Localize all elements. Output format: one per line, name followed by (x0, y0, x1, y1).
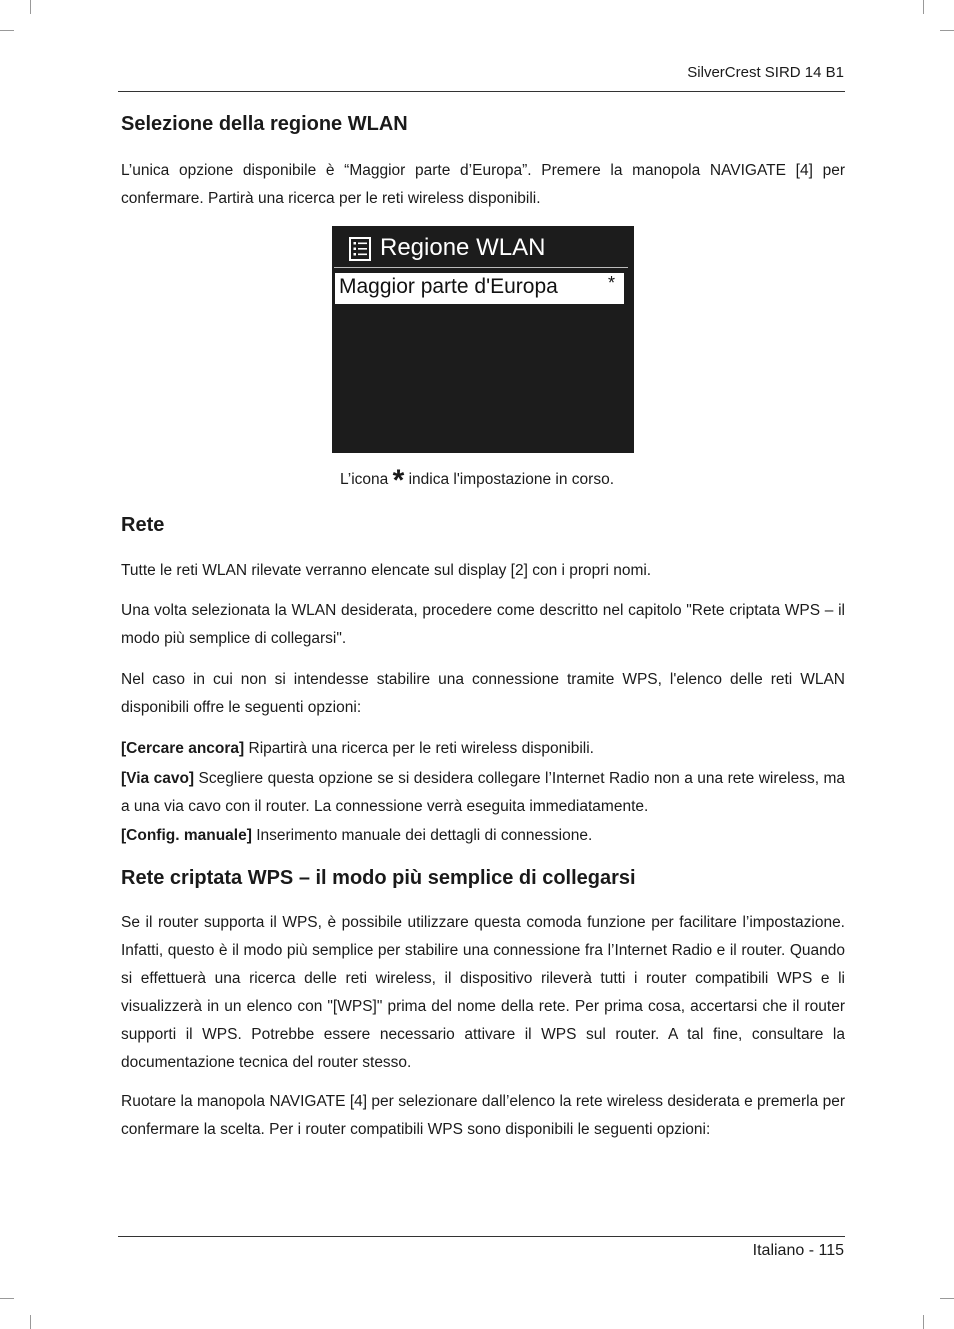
option-label: [Config. manuale] (121, 827, 252, 844)
screen-row-label: Maggior parte d'Europa (339, 275, 558, 298)
crop-mark (940, 30, 954, 31)
paragraph: Nel caso in cui non si intendesse stabilire una connessione tramite WPS, l'elenco delle reti WLAN disponibili offre le seguenti opzioni: (121, 671, 845, 716)
crop-mark (30, 0, 31, 14)
paragraph: Se il router supporta il WPS, è possibile utilizzare questa comoda funzione per facilitare l’impostazione. Infatti, questo è il modo più semplice per stabilire una connessione fra l’Internet Radio e il router. Quando si effettuerà una ricerca delle reti wireless, il dispositivo rileverà tutti i router compatibili WPS e li visualizzerà in un elenco con "[WPS]" prima del nome della rete. Per prima cosa, accertarsi che il router supporti il WPS. Potrebbe essere necessario attivare il WPS sul router. A tal fine, consultare la documentazione tecnica del router stesso. (121, 914, 845, 1071)
section-heading: Selezione della regione WLAN (121, 113, 408, 135)
crop-mark (0, 1298, 14, 1299)
asterisk-icon: * (392, 464, 405, 497)
screen-divider (334, 267, 628, 268)
crop-mark (923, 1315, 924, 1329)
footer-separator: - (808, 1242, 815, 1259)
crop-mark (0, 30, 14, 31)
crop-mark (30, 1315, 31, 1329)
caption-text: L’icona (340, 471, 389, 488)
option-label: [Cercare ancora] (121, 740, 245, 757)
caption-text: indica l'impostazione in corso. (408, 471, 614, 488)
header-rule (118, 91, 845, 92)
section-heading: Rete (121, 514, 165, 536)
option-label: [Via cavo] (121, 770, 195, 787)
paragraph: Una volta selezionata la WLAN desiderata, procedere come descritto nel capitolo "Rete criptata WPS – il modo più semplice di collegarsi". (121, 602, 845, 647)
option-text: Scegliere questa opzione se si desidera collegare l’Internet Radio non a una rete wireless, ma a una via cavo con il router. La connessione verrà eseguita immediatamente. (121, 770, 845, 815)
section-heading: Rete criptata WPS – il modo più semplice di collegarsi (121, 867, 636, 889)
screen-title: Regione WLAN (380, 234, 546, 261)
current-setting-marker: * (607, 273, 615, 293)
header-title: SilverCrest SIRD 14 B1 (687, 64, 844, 81)
paragraph: L’unica opzione disponibile è “Maggior parte d’Europa”. Premere la manopola NAVIGATE [4] per confermare. Partirà una ricerca per le reti wireless disponibili. (121, 162, 845, 207)
display-screenshot (332, 226, 634, 453)
list-icon (349, 237, 371, 261)
option-text: Ripartirà una ricerca per le reti wireless disponibili. (248, 740, 594, 757)
paragraph: Ruotare la manopola NAVIGATE [4] per selezionare dall’elenco la rete wireless desiderata e premerla per confermare la scelta. Per i router compatibili WPS sono disponibili le seguenti opzioni: (121, 1093, 845, 1138)
option-item (121, 735, 845, 763)
crop-mark (940, 1298, 954, 1299)
screen-selected-row (335, 273, 624, 304)
footer-language: Italiano (752, 1242, 805, 1259)
figure-caption (0, 464, 954, 497)
crop-mark (923, 0, 924, 14)
option-item (121, 822, 845, 850)
page-number: 115 (818, 1242, 844, 1259)
page-footer (753, 1242, 844, 1260)
footer-rule (118, 1236, 845, 1237)
option-text: Inserimento manuale dei dettagli di connessione. (256, 827, 593, 844)
option-item (121, 765, 845, 821)
paragraph: Tutte le reti WLAN rilevate verranno elencate sul display [2] con i propri nomi. (121, 562, 652, 579)
